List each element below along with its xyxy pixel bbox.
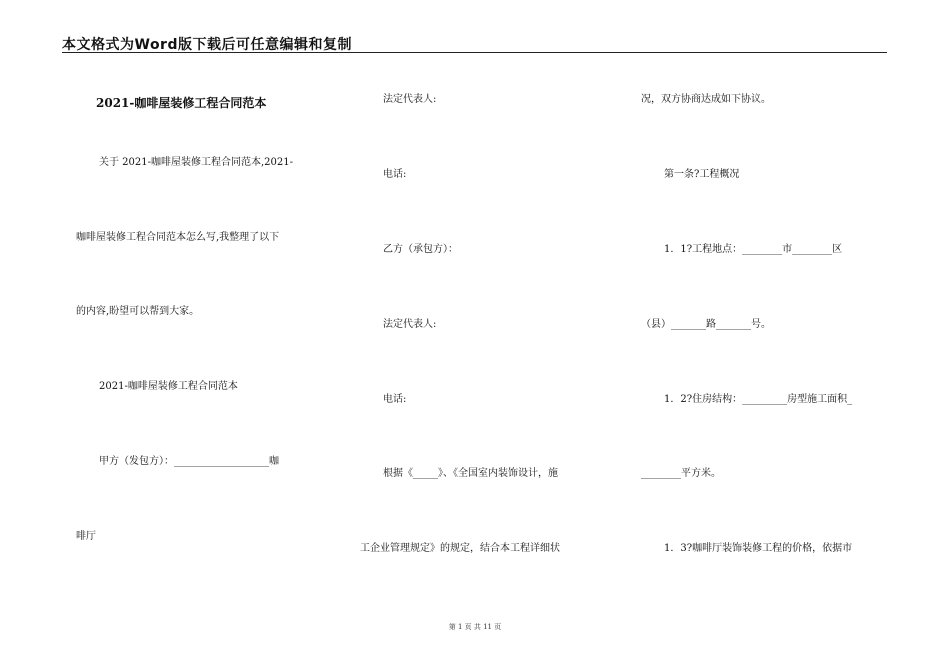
col3-line-5: 1．2?住房结构：_________房型施工面积_	[664, 394, 853, 405]
col2-line-5: 电话:	[383, 394, 407, 405]
col3-line-2: 第一条?工程概况	[664, 169, 740, 180]
col2-line-6: 根据《_____》、《全国室内装饰设计，施	[383, 468, 558, 479]
col2-line-4: 法定代表人:	[383, 319, 437, 330]
col3-line-4: （县）_______路_______号。	[641, 319, 771, 330]
col1-line-6: 啡厅	[76, 531, 96, 542]
col2-line-3: 乙方（承包方）：	[383, 244, 458, 255]
col1-line-5: 甲方（发包方）：___________________咖	[99, 456, 279, 467]
col2-line-7: 工企业管理规定》的规定，结合本工程详细状	[360, 543, 560, 554]
header-divider	[62, 52, 887, 53]
col1-line-1: 关于 2021-咖啡屋装修工程合同范本,2021-	[99, 157, 294, 168]
col1-line-3: 的内容,盼望可以帮到大家。	[76, 306, 200, 317]
col1-line-4: 2021-咖啡屋装修工程合同范本	[99, 381, 238, 392]
col3-line-6: ________平方米。	[641, 468, 721, 479]
col2-line-2: 电话:	[383, 169, 407, 180]
col3-line-7: 1．3?咖啡厅装饰装修工程的价格，依据市	[664, 543, 853, 554]
col3-line-1: 况，双方协商达成如下协议。	[641, 94, 771, 105]
document-title: 2021-咖啡屋装修工程合同范本	[96, 96, 267, 110]
page-footer: 第 1 页 共 11 页	[448, 623, 502, 631]
col2-line-1: 法定代表人:	[383, 94, 437, 105]
col1-line-2: 咖啡屋装修工程合同范本怎么写,我整理了以下	[76, 232, 280, 243]
col3-line-3: 1．1?工程地点：________市________区	[664, 244, 843, 255]
header-title: 本文格式为Word版下载后可任意编辑和复制	[62, 37, 352, 53]
